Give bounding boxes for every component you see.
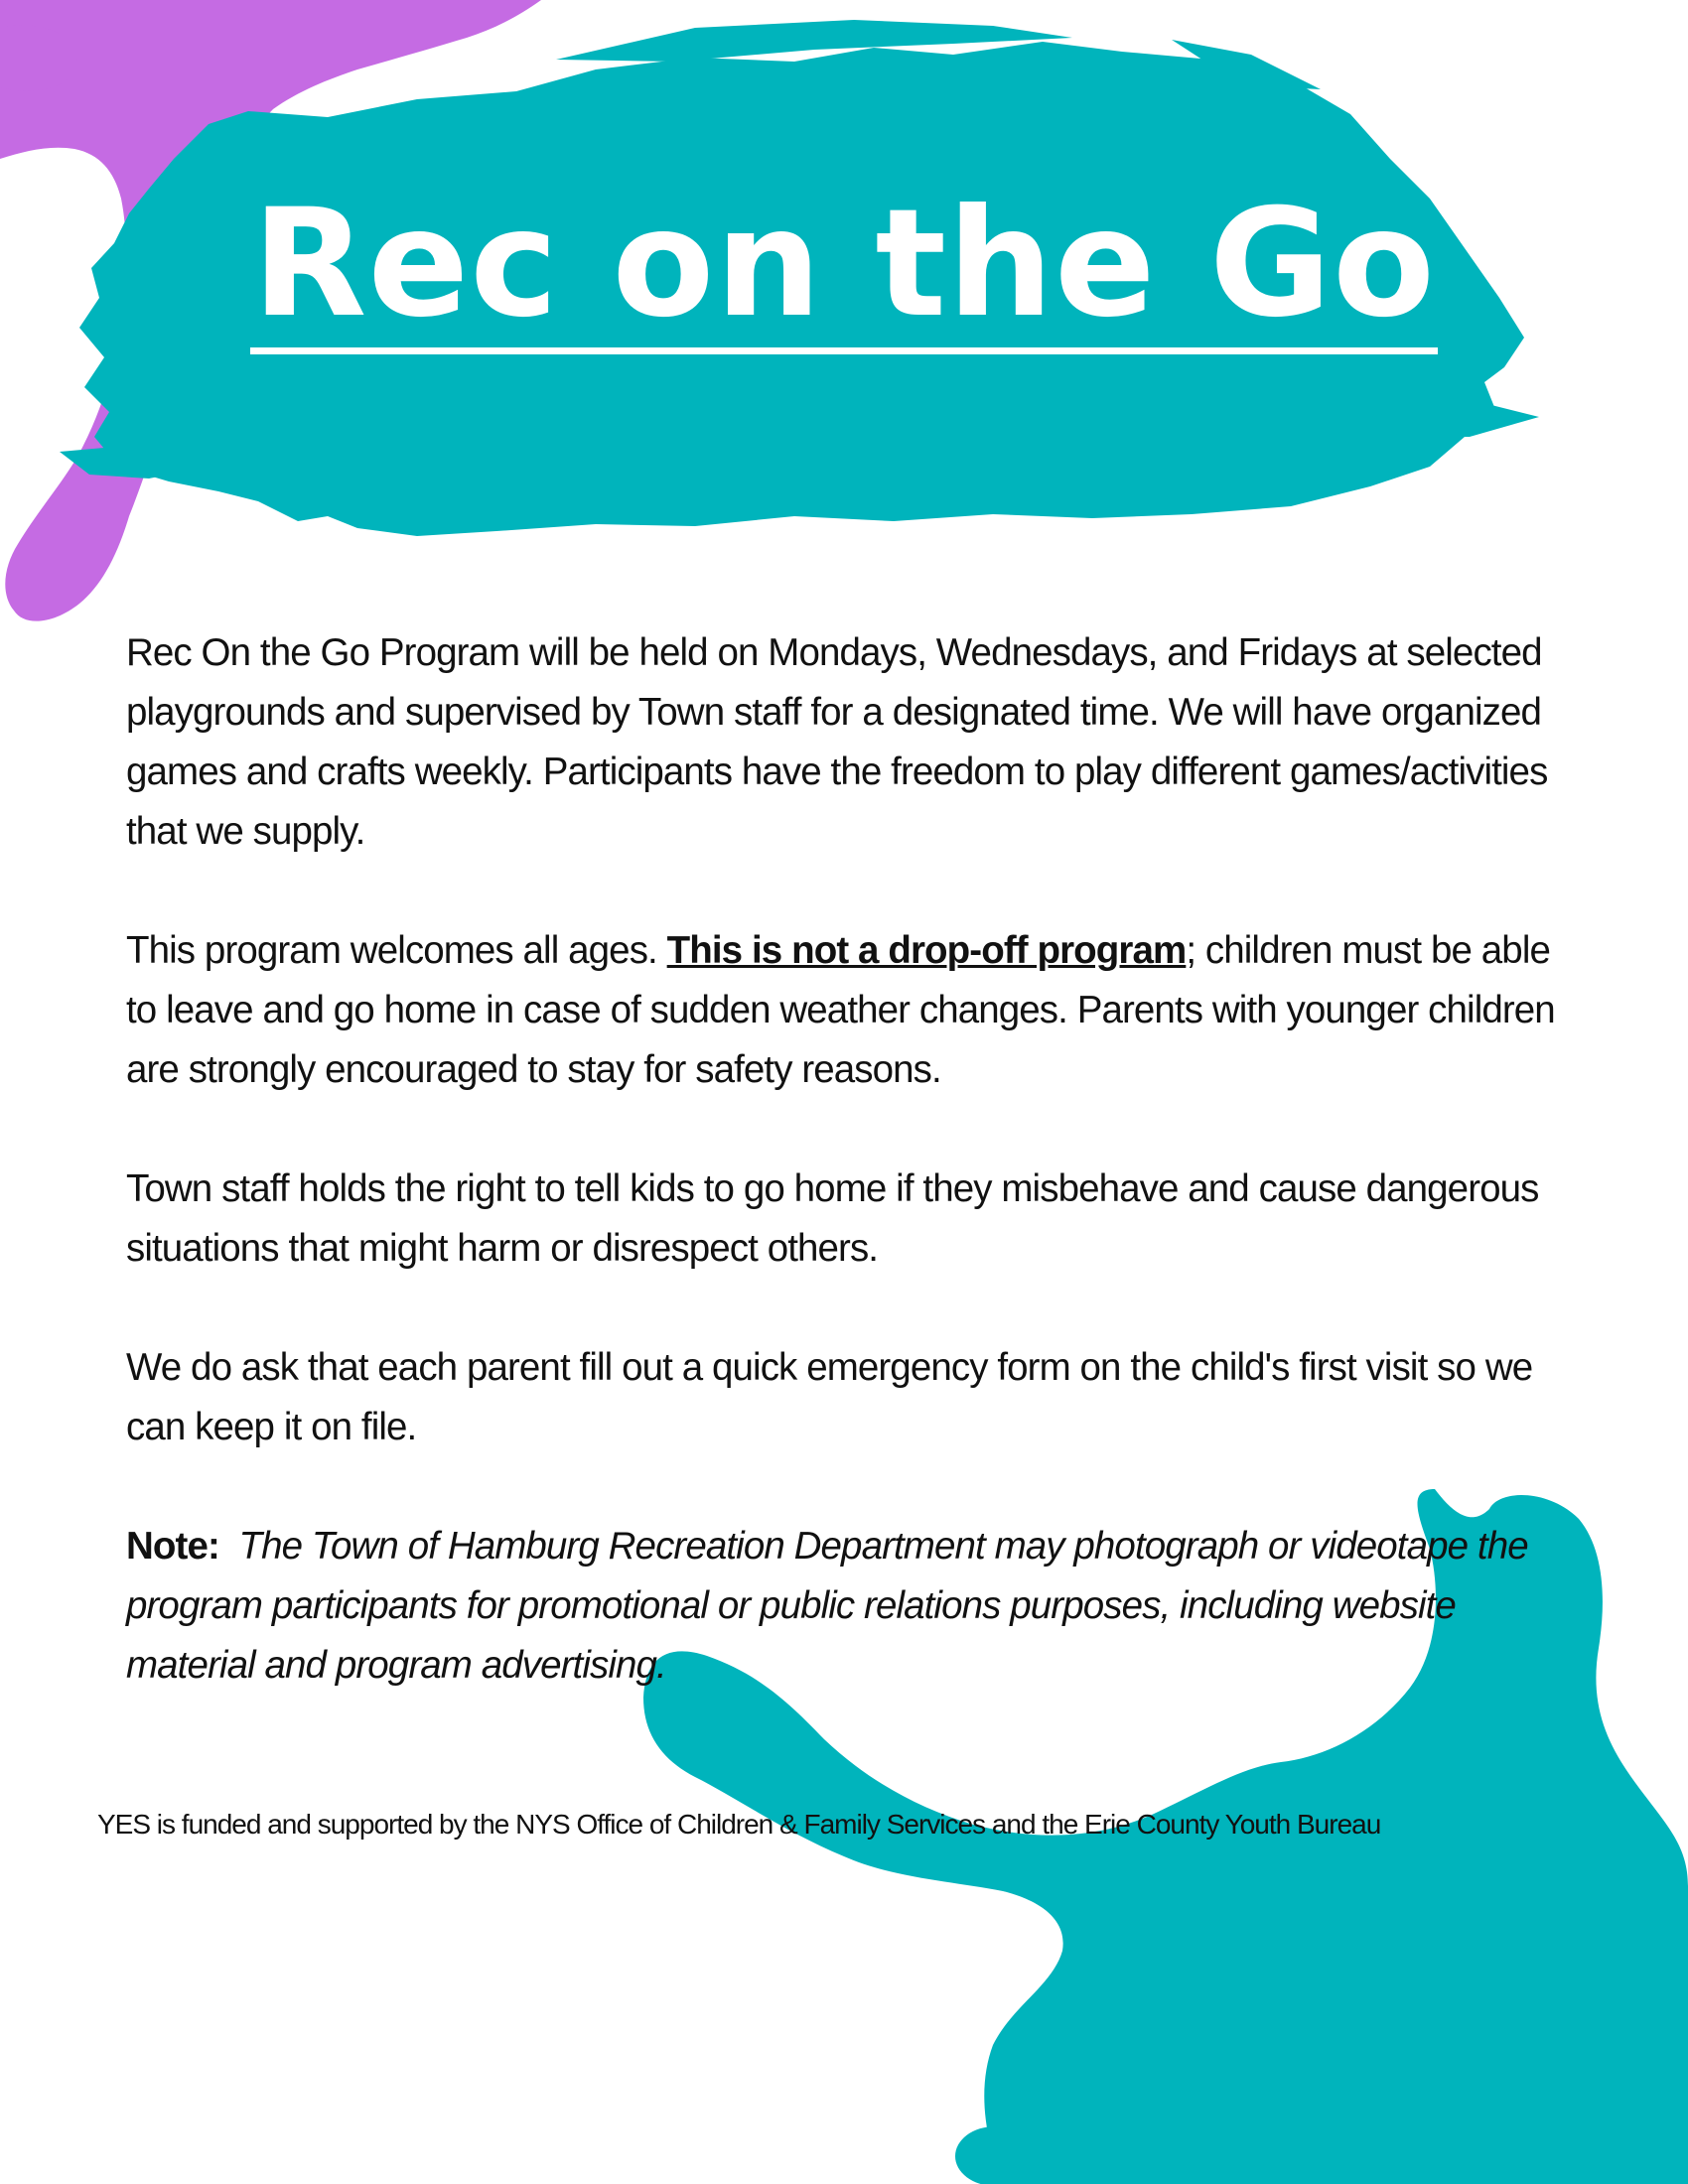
ages-policy-paragraph (126, 921, 1566, 1100)
not-drop-off-emphasis: This is not a drop-off program (666, 929, 1187, 972)
note-label: Note: (126, 1525, 219, 1568)
note-text: The Town of Hamburg Recreation Department may photograph or videotape the program participants for promotional or public relations purposes, including website material and program advertising. (126, 1525, 1528, 1687)
funding-footer: YES is funded and supported by the NYS Office of Children & Family Services and the Erie County Youth Bureau (97, 1809, 1381, 1840)
photo-release-note (126, 1517, 1566, 1696)
page-title-text: Rec on the Go (250, 187, 1438, 354)
behavior-policy-paragraph: Town staff holds the right to tell kids to go home if they misbehave and cause dangerous situations that might harm or disrespect others. (126, 1167, 1539, 1270)
ages-policy-intro: This program welcomes all ages. (126, 929, 667, 972)
ages-policy-rest: ; children must be able to leave and go home in case of sudden weather changes. Parents with younger children are strongly encouraged to stay for safety reasons. (126, 929, 1555, 1091)
page-title (149, 178, 1539, 354)
emergency-form-paragraph: We do ask that each parent fill out a quick emergency form on the child's first visit so we can keep it on file. (126, 1346, 1533, 1448)
teal-droplet (955, 2126, 1035, 2184)
program-schedule-paragraph: Rec On the Go Program will be held on Mondays, Wednesdays, and Fridays at selected playgrounds and supervised by Town staff for a designated time. We will have organized games and crafts weekly. Participants have the freedom to play different games/activities that we supply. (126, 631, 1548, 853)
program-description (126, 623, 1566, 1696)
